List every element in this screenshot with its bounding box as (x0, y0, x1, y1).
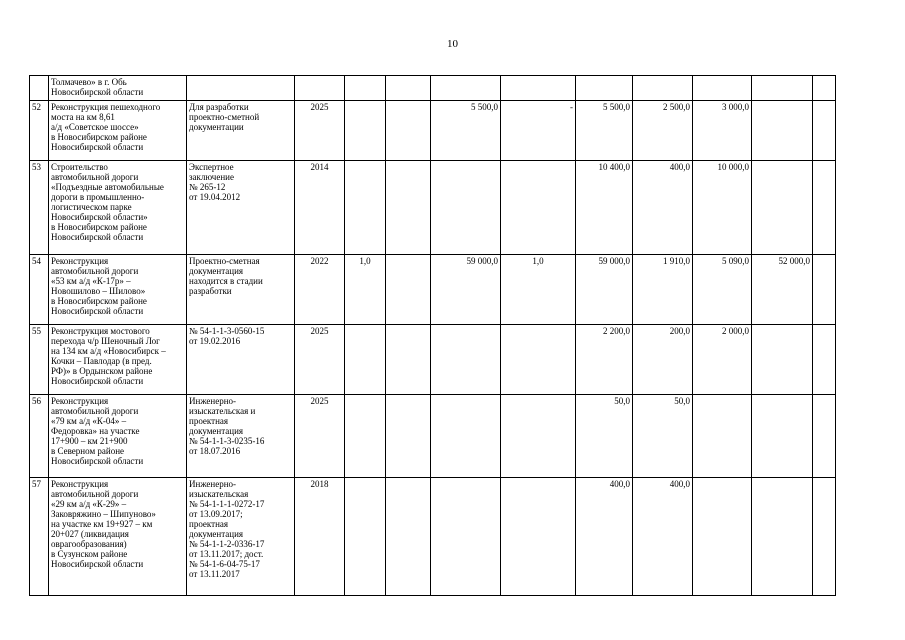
cell-year: 2025 (295, 395, 345, 478)
cell-c7 (431, 325, 501, 395)
cell-c12 (752, 395, 813, 478)
cell-c7: 59 000,0 (431, 255, 501, 325)
cell-c8: - (501, 101, 576, 161)
table-row (30, 325, 836, 395)
cell-c12 (752, 101, 813, 161)
cell-c6 (386, 101, 431, 161)
cell-c10: 400,0 (633, 478, 693, 596)
cell-c6 (386, 255, 431, 325)
cell-c6 (386, 395, 431, 478)
cell-no: 57 (30, 478, 49, 596)
table-row (30, 76, 836, 101)
cell-doc: Инженерно- изыскательская № 54-1-1-1-0272-17 от 13.09.2017; проектная документация № 54-1-1-2-0336-17 от 13.11.2017; дост. № 54-1-6-04-75-17 от 13.11.2017 (187, 478, 295, 596)
cell-c11 (693, 76, 752, 101)
cell-name: Реконструкция мостового перехода ч/р Шеночный Лог на 134 км а/д «Новосибирск – Кочки – Павлодар (в пред. РФ)» в Ордынском районе Новосибирской области (49, 325, 187, 395)
cell-c7 (431, 478, 501, 596)
cell-c5 (345, 101, 386, 161)
cell-c11: 3 000,0 (693, 101, 752, 161)
cell-name: Реконструкция автомобильной дороги «79 км а/д «К-04» – Федоровка» на участке 17+900 – км 21+900 в Северном районе Новосибирской области (49, 395, 187, 478)
cell-no: 52 (30, 101, 49, 161)
cell-c13 (813, 101, 836, 161)
cell-c10 (633, 76, 693, 101)
cell-c10: 2 500,0 (633, 101, 693, 161)
cell-c13 (813, 478, 836, 596)
cell-c7 (431, 395, 501, 478)
cell-c6 (386, 76, 431, 101)
cell-year (295, 76, 345, 101)
cell-c10: 1 910,0 (633, 255, 693, 325)
table-row (30, 478, 836, 596)
page-number: 10 (447, 38, 458, 50)
cell-c13 (813, 395, 836, 478)
cell-c7 (431, 161, 501, 255)
cell-year: 2018 (295, 478, 345, 596)
cell-c12 (752, 76, 813, 101)
cell-c9: 50,0 (576, 395, 633, 478)
cell-c10: 200,0 (633, 325, 693, 395)
cell-c5 (345, 395, 386, 478)
cell-c13 (813, 161, 836, 255)
cell-c8 (501, 325, 576, 395)
cell-doc: № 54-1-1-3-0560-15 от 19.02.2016 (187, 325, 295, 395)
cell-year: 2025 (295, 325, 345, 395)
cell-c6 (386, 478, 431, 596)
cell-c9: 5 500,0 (576, 101, 633, 161)
cell-c9 (576, 76, 633, 101)
cell-c5 (345, 325, 386, 395)
cell-c8 (501, 76, 576, 101)
cell-c10: 400,0 (633, 161, 693, 255)
cell-doc: Проектно-сметная документация находится в стадии разработки (187, 255, 295, 325)
investment-table (29, 75, 836, 596)
cell-name: Толмачево» в г. Обь Новосибирской области (49, 76, 187, 101)
cell-c5 (345, 478, 386, 596)
cell-c5: 1,0 (345, 255, 386, 325)
cell-c12 (752, 325, 813, 395)
cell-doc: Экспертное заключение № 265-12 от 19.04.2012 (187, 161, 295, 255)
cell-c6 (386, 325, 431, 395)
cell-c10: 50,0 (633, 395, 693, 478)
cell-c13 (813, 76, 836, 101)
cell-year: 2014 (295, 161, 345, 255)
table-row (30, 101, 836, 161)
cell-no: 55 (30, 325, 49, 395)
cell-c11: 10 000,0 (693, 161, 752, 255)
cell-year: 2025 (295, 101, 345, 161)
cell-c9: 2 200,0 (576, 325, 633, 395)
cell-doc (187, 76, 295, 101)
cell-c11: 2 000,0 (693, 325, 752, 395)
cell-c11 (693, 395, 752, 478)
cell-year: 2022 (295, 255, 345, 325)
cell-c8: 1,0 (501, 255, 576, 325)
cell-c8 (501, 395, 576, 478)
cell-c7: 5 500,0 (431, 101, 501, 161)
cell-name: Реконструкция автомобильной дороги «53 км а/д «К-17р» – Новошилово – Шилово» в Новосибирском районе Новосибирской области (49, 255, 187, 325)
cell-no: 56 (30, 395, 49, 478)
cell-no: 53 (30, 161, 49, 255)
cell-no: 54 (30, 255, 49, 325)
table-row (30, 255, 836, 325)
cell-c8 (501, 161, 576, 255)
cell-c5 (345, 76, 386, 101)
cell-c13 (813, 325, 836, 395)
cell-doc: Для разработки проектно-сметной документации (187, 101, 295, 161)
table-row (30, 161, 836, 255)
cell-c7 (431, 76, 501, 101)
cell-c8 (501, 478, 576, 596)
cell-c11: 5 090,0 (693, 255, 752, 325)
cell-c9: 10 400,0 (576, 161, 633, 255)
cell-name: Реконструкция пешеходного моста на км 8,61 а/д «Советское шоссе» в Новосибирском районе Новосибирской области (49, 101, 187, 161)
cell-c5 (345, 161, 386, 255)
cell-name: Реконструкция автомобильной дороги «29 км а/д «К-29» – Заковряжино – Шипуново» на участке км 19+927 – км 20+027 (ликвидация оврагообразования) в Сузунском районе Новосибирской области (49, 478, 187, 596)
cell-c9: 59 000,0 (576, 255, 633, 325)
table-row (30, 395, 836, 478)
cell-c12 (752, 161, 813, 255)
cell-no (30, 76, 49, 101)
cell-c13 (813, 255, 836, 325)
cell-c12: 52 000,0 (752, 255, 813, 325)
cell-doc: Инженерно- изыскательская и проектная документация № 54-1-1-3-0235-16 от 18.07.2016 (187, 395, 295, 478)
cell-c12 (752, 478, 813, 596)
cell-name: Строительство автомобильной дороги «Подъездные автомобильные дороги в промышленно- логистическом парке Новосибирской области» в Новосибирском районе Новосибирской области (49, 161, 187, 255)
cell-c11 (693, 478, 752, 596)
cell-c9: 400,0 (576, 478, 633, 596)
cell-c6 (386, 161, 431, 255)
